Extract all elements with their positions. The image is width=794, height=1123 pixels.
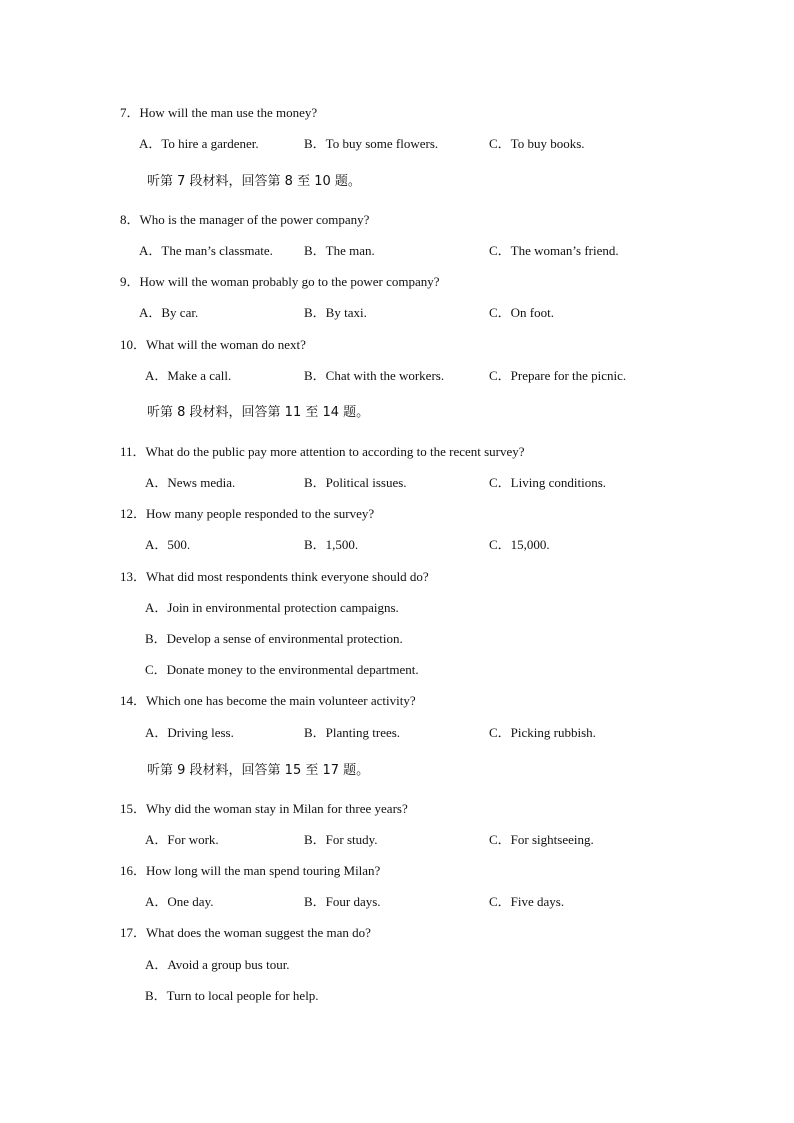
question-8-option-c: C．The woman’s friend. (489, 243, 619, 258)
question-10-option-b: B．Chat with the workers. (304, 368, 445, 383)
question-10-stem: 10．What will the woman do next? (120, 337, 306, 352)
question-15-option-b: B．For study. (304, 832, 378, 847)
question-9-option-a: A．By car. (139, 305, 199, 320)
question-16-stem: 16．How long will the man spend touring Milan? (120, 863, 381, 878)
section-heading-9: 听第 9 段材料，回答第 15 至 17 题。 (147, 763, 370, 778)
question-14-option-c: C．Picking rubbish. (489, 725, 596, 740)
question-9-stem: 9．How will the woman probably go to the power company? (120, 274, 440, 289)
question-7-option-c: C．To buy books. (489, 136, 585, 151)
question-14-stem: 14．Which one has become the main volunteer activity? (120, 693, 416, 708)
question-10-option-c: C．Prepare for the picnic. (489, 368, 627, 383)
question-13-option-b: B．Develop a sense of environmental protection. (145, 631, 403, 646)
question-16-option-c: C．Five days. (489, 894, 565, 909)
question-15-option-c: C．For sightseeing. (489, 832, 594, 847)
question-11-option-c: C．Living conditions. (489, 475, 607, 490)
question-16-option-b: B．Four days. (304, 894, 381, 909)
section-heading-7: 听第 7 段材料，回答第 8 至 10 题。 (147, 174, 361, 189)
question-8-option-b: B．The man. (304, 243, 375, 258)
question-13-option-c: C．Donate money to the environmental department. (145, 662, 419, 677)
question-13-stem: 13．What did most respondents think everyone should do? (120, 569, 429, 584)
section-heading-8: 听第 8 段材料，回答第 11 至 14 题。 (147, 405, 370, 420)
question-10-option-a: A．Make a call. (145, 368, 232, 383)
question-17-option-b: B．Turn to local people for help. (145, 988, 319, 1003)
question-7-option-a: A．To hire a gardener. (139, 136, 259, 151)
question-14-option-b: B．Planting trees. (304, 725, 401, 740)
question-15-option-a: A．For work. (145, 832, 219, 847)
question-9-option-c: C．On foot. (489, 305, 555, 320)
question-12-option-c: C．15,000. (489, 537, 550, 552)
question-12-stem: 12．How many people responded to the survey? (120, 506, 375, 521)
question-14-option-a: A．Driving less. (145, 725, 234, 740)
question-9-option-b: B．By taxi. (304, 305, 367, 320)
question-11-option-a: A．News media. (145, 475, 236, 490)
question-17-stem: 17．What does the woman suggest the man do? (120, 925, 371, 940)
question-11-option-b: B．Political issues. (304, 475, 407, 490)
question-8-option-a: A．The man’s classmate. (139, 243, 273, 258)
question-7-option-b: B．To buy some flowers. (304, 136, 439, 151)
question-15-stem: 15．Why did the woman stay in Milan for three years? (120, 801, 408, 816)
question-16-option-a: A．One day. (145, 894, 214, 909)
question-11-stem: 11．What do the public pay more attention to according to the recent survey? (120, 444, 525, 459)
question-13-option-a: A．Join in environmental protection campaigns. (145, 600, 399, 615)
question-17-option-a: A．Avoid a group bus tour. (145, 957, 290, 972)
question-12-option-a: A．500. (145, 537, 191, 552)
question-7-stem: 7．How will the man use the money? (120, 105, 318, 120)
question-8-stem: 8．Who is the manager of the power company? (120, 212, 370, 227)
question-12-option-b: B．1,500. (304, 537, 359, 552)
